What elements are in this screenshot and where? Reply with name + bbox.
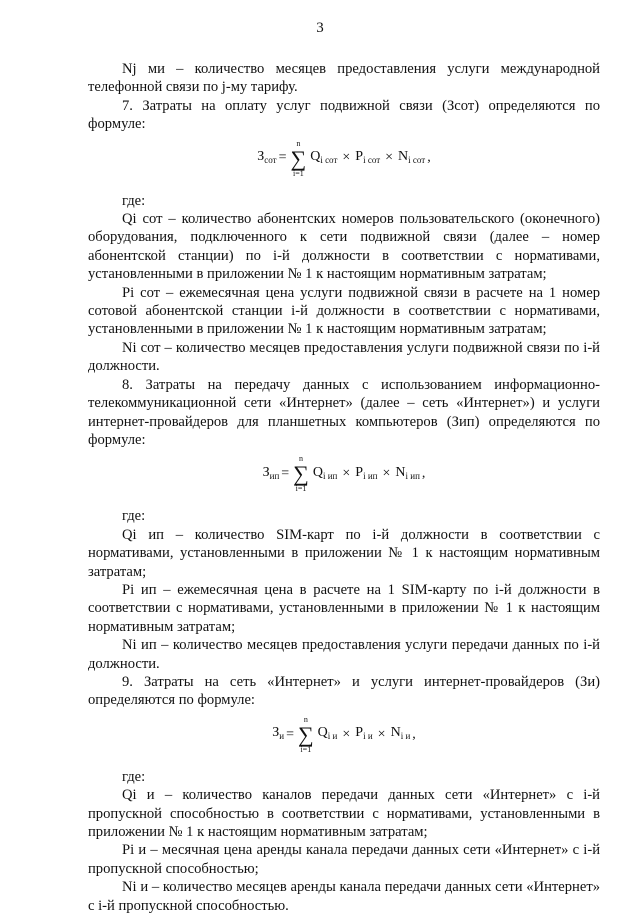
formula-internet-tablets: $З_{ип}$ = n ∑ i=1 $Q_{i ип}$ × $P_{i ип}$ × $N_{i ип}$ , [262, 454, 426, 494]
term: N [398, 148, 409, 164]
sum-symbol: n ∑ i=1 [290, 138, 307, 178]
paragraph: Pi ип – ежемесячная цена в расчете на 1 SIM-карту по i-й должности в соответствии с нормативами, установленными в приложении № 1 к настоящим нормативным затратам; [88, 581, 600, 635]
term-sub: i сот [363, 154, 381, 165]
paragraph: Nj ми – количество месяцев предоставления услуги международной телефонной связи по j-му тарифу. [88, 61, 600, 96]
formula-tail: , [421, 466, 426, 482]
paragraph: Qi и – количество каналов передачи данных сети «Интернет» с i-й пропускной способностью в соответствии с нормативами, установленными в приложении № 1 к настоящим нормативным затратам; [88, 787, 600, 840]
term: Q [310, 148, 321, 164]
page-number: 3 [316, 20, 324, 36]
formula-internet: $З_и$ = n ∑ i=1 $Q_{i и}$ × $P_{i и}$ × $N_{i и}$ , [272, 714, 416, 754]
term-sub: i ип [363, 470, 378, 481]
term: P [355, 725, 364, 741]
formula-lhs-sub: ип [269, 470, 280, 481]
formula-lhs-sub: сот [264, 154, 277, 165]
term-sub: i и [363, 731, 373, 742]
paragraph: Qi сот – количество абонентских номеров пользовательского (оконечного) оборудования, подключенного к сети подвижной связи (далее – номер абонентской станции) по i-й должности в соответствии с нормативами, установленными в приложении № 1 к настоящим нормативным затратам; [88, 211, 600, 283]
term-sub: i и [400, 731, 411, 742]
formula-tail: , [427, 150, 431, 166]
paragraph: 9. Затраты на сеть «Интернет» и услуги интернет-провайдеров (Зи) определяются по формуле: [88, 673, 600, 709]
where-label: где: [122, 768, 146, 785]
term-sub: i ип [405, 470, 420, 481]
formula-lhs: З [257, 148, 265, 164]
formula-mobile: $З_{сот}$ = n ∑ i=1 $Q_{i сот}$ × $P_{i сот}$ × $N_{i сот}$ , [257, 138, 431, 178]
paragraph: Ni ип – количество месяцев предоставления услуги передачи данных по i-й должности. [88, 637, 600, 672]
document-body [88, 60, 600, 915]
sum-upper: n [303, 714, 308, 724]
formula-lhs: З [262, 464, 270, 480]
where-label: где: [122, 508, 146, 525]
term: Q [317, 725, 328, 741]
sum-lower: i=1 [295, 484, 307, 494]
paragraph: Ni и – количество месяцев аренды канала передачи данных сети «Интернет» с i-й пропускной способностью. [88, 879, 600, 914]
paragraph: 7. Затраты на оплату услуг подвижной связи (Зсот) определяются по формуле: [88, 97, 600, 133]
sum-upper: n [296, 138, 301, 148]
paragraph: Pi сот – ежемесячная цена услуги подвижной связи в расчете на 1 номер сотовой абонентской станции i-й должности в соответствии с нормативами, установленными в приложении № 1 к настоящим нормативным затратам; [88, 284, 600, 338]
formula-lhs-sub: и [279, 731, 285, 742]
paragraph: Pi и – месячная цена аренды канала передачи данных сети «Интернет» с i-й пропускной способностью; [88, 842, 600, 877]
term: Q [312, 464, 323, 480]
term-sub: i ип [322, 470, 338, 481]
term-sub: i сот [408, 154, 426, 165]
sum-symbol: n ∑ i=1 [297, 714, 314, 754]
sum-upper: n [299, 454, 304, 464]
sum-symbol: n ∑ i=1 [293, 454, 309, 494]
term: P [355, 148, 364, 164]
formula-tail: , [412, 726, 416, 742]
paragraph: 8. Затраты на передачу данных с использованием информационно-телекоммуникационной сети «Интернет» (далее – сеть «Интернет») и услуги интернет-провайдеров для планшетных компьютеров (Зип) определяются по формуле: [88, 376, 600, 448]
paragraph: Ni сот – количество месяцев предоставления услуги подвижной связи по i-й должности. [88, 339, 600, 375]
paragraph: Qi ип – количество SIM-карт по i-й должности в соответствии с нормативами, установленными в приложении № 1 к настоящим нормативным затратам; [88, 526, 600, 580]
formula-lhs: З [272, 725, 280, 741]
term: P [355, 464, 364, 480]
term-sub: i и [327, 731, 338, 742]
sum-lower: i=1 [300, 744, 312, 754]
term: N [390, 725, 401, 741]
where-label: где: [122, 192, 146, 209]
term-sub: i сот [320, 154, 338, 165]
sum-lower: i=1 [292, 168, 304, 178]
term: N [395, 464, 406, 480]
